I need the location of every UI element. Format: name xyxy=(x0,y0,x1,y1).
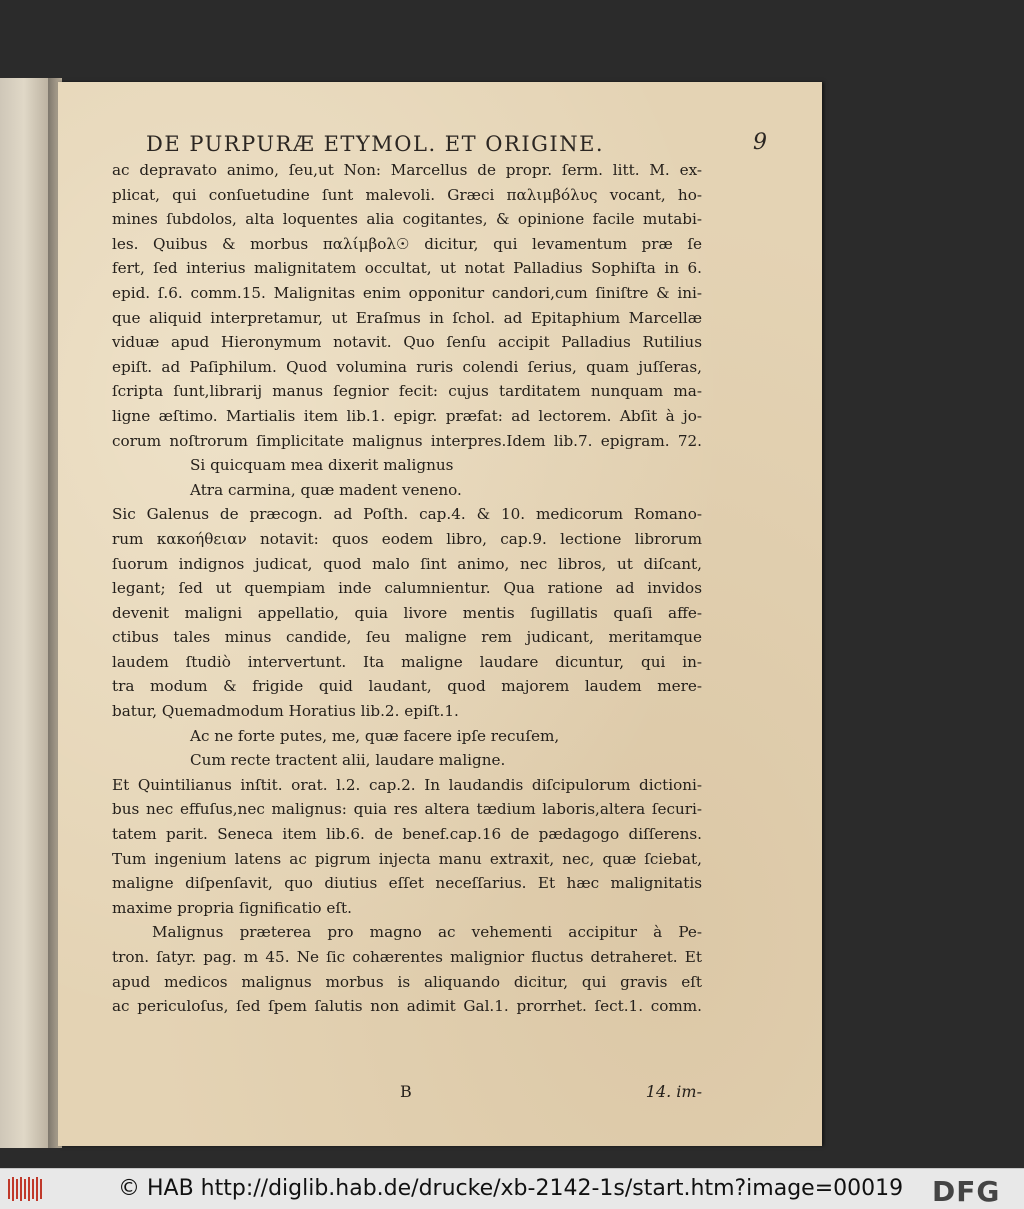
text-line: Si quicquam mea dixerit malignus xyxy=(190,456,454,475)
text-line: tatem parit. Seneca item lib.6. de benef.cap.16 de pædagogo diſſerens. xyxy=(112,825,702,844)
page-footer xyxy=(112,1082,702,1106)
hab-logo-icon xyxy=(6,1175,46,1203)
text-line: ſuorum indignos judicat, quod malo ſint animo, nec libros, ut diſcant, xyxy=(112,554,702,573)
text-line: legant; ſed ut quempiam inde calumnientur. Qua ratione ad invidos xyxy=(112,579,702,598)
text-line: Tum ingenium latens ac pigrum injecta manu extraxit, nec, quæ ſciebat, xyxy=(112,849,702,868)
text-line: que aliquid interpretamur, ut Eraſmus in ſchol. ad Epitaphium Marcellæ xyxy=(112,308,702,327)
text-line: ligne æſtimo. Martialis item lib.1. epigr. præfat: ad lectorem. Abſit à jo- xyxy=(112,406,702,425)
text-line: epid. ſ.6. comm.15. Malignitas enim opponitur candori,cum ſiniſtre & ini- xyxy=(112,283,702,302)
text-line: Sic Galenus de præcogn. ad Poſth. cap.4. & 10. medicorum Romano- xyxy=(112,505,702,524)
text-line: maligne diſpenſavit, quo diutius eſſet neceſſarius. Et hæc malignitatis xyxy=(112,874,702,893)
text-line: batur, Quemadmodum Horatius lib.2. epiſt.1. xyxy=(112,702,459,721)
catchword: 14. im- xyxy=(645,1082,702,1101)
dfg-logo: DFG xyxy=(932,1175,1001,1208)
signature-mark: B xyxy=(400,1082,412,1101)
text-line: ac periculoſus, ſed ſpem ſalutis non adimit Gal.1. prorrhet. ſect.1. comm. xyxy=(112,997,702,1016)
text-line: mines ſubdolos, alta loquentes alia cogitantes, & opinione facile mutabi- xyxy=(112,210,702,229)
copyright-url-text: © HAB http://diglib.hab.de/drucke/xb-2142-1s/start.htm?image=00019 xyxy=(118,1176,904,1201)
text-line: maxime propria ſignificatio eſt. xyxy=(112,898,352,917)
scanned-page xyxy=(58,82,822,1146)
text-line: viduæ apud Hieronymum notavit. Quo ſenſu accipit Palladius Rutilius xyxy=(112,333,702,352)
text-line: devenit maligni appellatio, quia livore mentis ſugillatis quaſi affe- xyxy=(112,603,702,622)
running-head: DE PURPURÆ ETYMOL. ET ORIGINE. xyxy=(146,132,605,156)
text-line: Atra carmina, quæ madent veneno. xyxy=(190,480,462,499)
text-line: Cum recte tractent alii, laudare maligne. xyxy=(190,751,506,770)
text-line: Et Quintilianus inſtit. orat. l.2. cap.2. In laudandis diſcipulorum dictioni- xyxy=(112,775,702,794)
text-line: rum κακοήθειαν notavit: quos eodem libro, cap.9. lectione librorum xyxy=(112,529,702,548)
text-line: ctibus tales minus candide, ſeu maligne rem judicant, meritamque xyxy=(112,628,702,647)
text-line: tron. ſatyr. pag. m 45. Ne ſic cohærentes malignior fluctus detraheret. Et xyxy=(112,948,702,966)
page-number: 9 xyxy=(753,130,767,155)
text-line: bus nec effuſus,nec malignus: quia res altera tædium laboris,altera ſecuri- xyxy=(112,800,702,819)
status-bar xyxy=(0,1168,1024,1209)
text-line: fert, ſed interius malignitatem occultat, ut notat Palladius Sophiſta in 6. xyxy=(112,259,702,278)
text-line: Ac ne forte putes, me, quæ facere ipſe recuſem, xyxy=(190,726,560,745)
text-line: epiſt. ad Paſiphilum. Quod volumina ruris colendi ſerius, quam juſſeras, xyxy=(112,357,702,376)
text-line: laudem ſtudiò intervertunt. Ita maligne laudare dicuntur, qui in- xyxy=(112,652,702,671)
text-line: tra modum & frigide quid laudant, quod majorem laudem mere- xyxy=(112,677,702,696)
text-line: les. Quibus & morbus παλίμβολ☉ dicitur, qui levamentum præ ſe xyxy=(112,234,702,253)
text-line: plicat, qui conſuetudine ſunt malevoli. Græci παλιμβόλυς vocant, ho- xyxy=(112,185,702,204)
text-line: Malignus præterea pro magno ac vehementi accipitur à Pe- xyxy=(152,923,702,942)
text-line: ac depravato animo, ſeu,ut Non: Marcellus de propr. ſerm. litt. M. ex- xyxy=(112,161,702,179)
text-line: corum noſtrorum ſimplicitate malignus interpres.Idem lib.7. epigram. 72. xyxy=(112,431,702,450)
text-line: ſcripta ſunt,librarij manus ſegnior fecit: cujus tarditatem nunquam ma- xyxy=(112,382,702,401)
text-line: apud medicos malignus morbus is aliquando dicitur, qui gravis eſt xyxy=(112,972,702,991)
body-text xyxy=(112,158,702,1019)
